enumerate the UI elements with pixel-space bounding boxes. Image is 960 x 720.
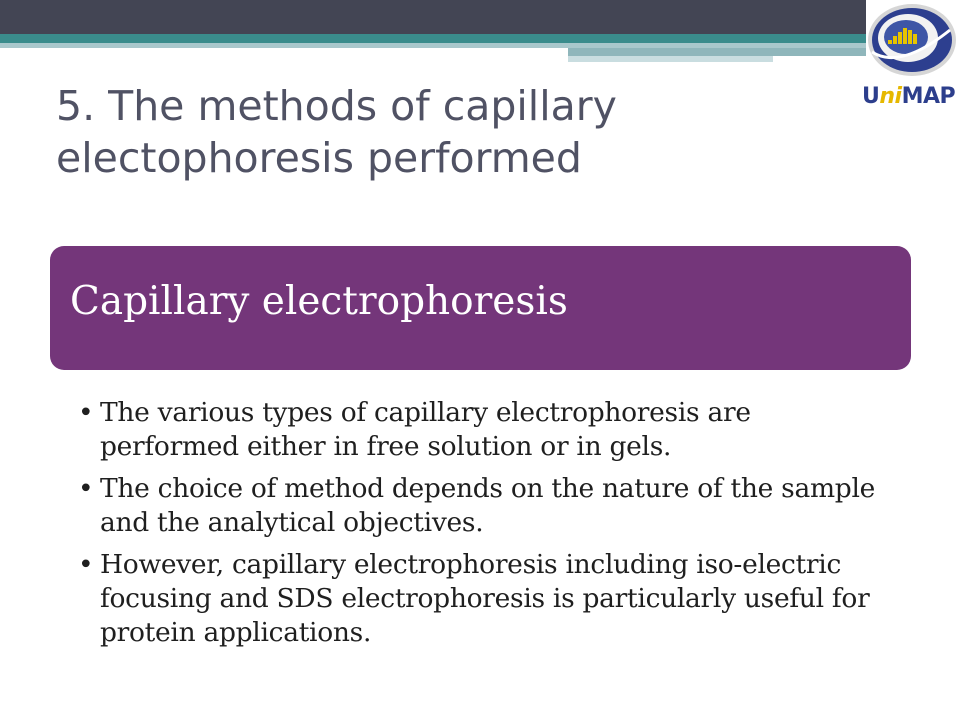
- bullet-item: [74, 472, 894, 540]
- bullet-item: [74, 548, 894, 650]
- bullet-text: However, capillary electrophoresis including iso-electric focusing and SDS electrophoresis is particularly useful for protein applications.: [100, 549, 870, 648]
- bullet-item: [74, 396, 894, 464]
- bullet-text: The various types of capillary electrophoresis are performed either in free solution or in gels.: [100, 397, 751, 462]
- top-bar: [0, 0, 866, 34]
- bullet-text: The choice of method depends on the nature of the sample and the analytical objectives.: [100, 473, 876, 538]
- decorative-stripe: [568, 56, 773, 62]
- slide-title: [56, 80, 836, 184]
- bullet-list: [74, 396, 894, 658]
- logo-letter: ni: [879, 84, 902, 109]
- decorative-stripe: [0, 34, 866, 43]
- bullet-dot-icon: •: [78, 549, 94, 580]
- slide-title-line: electophoresis performed: [56, 134, 582, 182]
- slide-title-line: 5. The methods of capillary: [56, 82, 617, 130]
- bullet-dot-icon: •: [78, 473, 94, 504]
- section-header-box: [50, 246, 911, 370]
- unimap-logo-text: [862, 84, 958, 116]
- logo-letter: MAP: [901, 84, 956, 109]
- logo-letter: U: [862, 84, 880, 109]
- decorative-stripe: [568, 48, 866, 56]
- section-header-label: Capillary electrophoresis: [70, 278, 568, 324]
- bullet-dot-icon: •: [78, 397, 94, 428]
